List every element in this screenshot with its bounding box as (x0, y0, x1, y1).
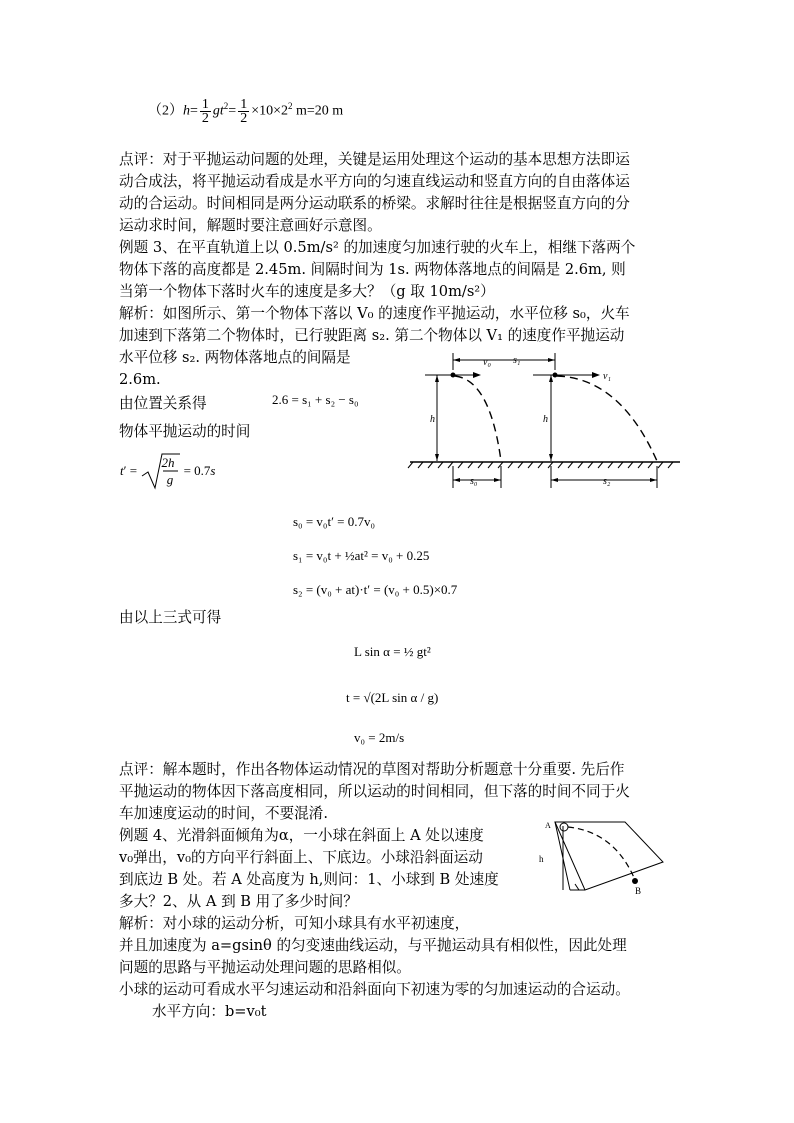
incline-figure (535, 814, 670, 899)
t-equation: t = √(2L sin α / g) (346, 690, 439, 705)
label-v0: v₀ (483, 357, 491, 368)
label-h-left: h (430, 414, 435, 425)
label-A: A (545, 821, 551, 830)
lsin-equation: L sin α = ½ gt² (354, 644, 431, 659)
three-eq-label: 由以上三式可得 (119, 609, 222, 626)
v0-equation: v₀ = 2m/s (354, 730, 405, 745)
time-label: 物体平抛运动的时间 (119, 423, 251, 440)
label-v1: v₁ (603, 371, 611, 382)
position-relation-label: 由位置关系得 (119, 395, 207, 412)
sqrt-symbol (140, 452, 180, 492)
s1-equation: s₁ = v₀t + ½at² = v₀ + 0.25 (293, 548, 430, 563)
label-B: B (635, 886, 642, 896)
label-h-right: h (543, 414, 548, 425)
horizontal-direction: 水平方向：b=v₀t (152, 1003, 267, 1020)
s0-equation: s₀ = v₀t′ = 0.7v₀ (293, 514, 376, 529)
label-s1: s₁ (513, 355, 521, 366)
s2-equation: s₂ = (v₀ + at)·t′ = (v₀ + 0.5)×0.7 (293, 582, 458, 597)
t-prime-equation: t′ = 2h g = 0.7s (120, 452, 215, 492)
label-h: h (539, 854, 544, 864)
label-s2: s₂ (603, 476, 611, 487)
falling-objects-figure (405, 348, 685, 488)
svg-text:g: g (167, 472, 174, 487)
relation-equation: 2.6 = s₁ + s₂ − s₀ (272, 392, 359, 407)
last-paragraph: 小球的运动可看成水平匀速运动和沿斜面向下初速为零的匀加速运动的合运动。 (119, 981, 630, 998)
label-s0: s₀ (470, 476, 478, 487)
svg-text:2h: 2h (161, 455, 175, 470)
formula-h: （2）h= $\frac{1}{2}$ $gt^2=$ $\frac{1}{2}$ $\times 10\times 2^2$ m=20 m (148, 97, 344, 126)
